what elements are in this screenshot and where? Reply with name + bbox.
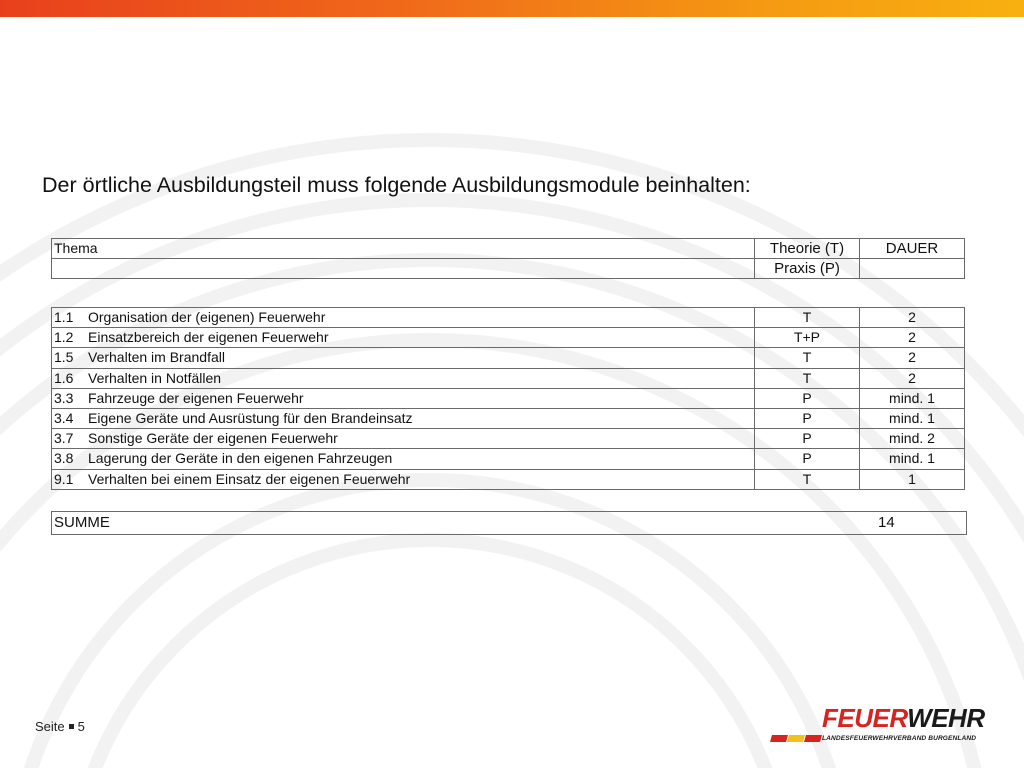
module-duration: 2: [860, 328, 965, 348]
module-code: 1.5: [52, 348, 87, 368]
module-type: P: [755, 449, 860, 469]
module-type: T: [755, 348, 860, 368]
module-code: 3.3: [52, 388, 87, 408]
module-duration: mind. 1: [860, 388, 965, 408]
module-code: 3.7: [52, 429, 87, 449]
logo-subtitle: LANDESFEUERWEHRVERBAND BURGENLAND: [822, 735, 977, 742]
summary-row: [52, 512, 967, 535]
module-duration: 2: [860, 348, 965, 368]
header-thema: Thema: [52, 239, 755, 259]
summary-label: SUMME: [52, 512, 877, 535]
table-row: [52, 348, 965, 368]
module-code: 3.4: [52, 408, 87, 428]
module-code: 9.1: [52, 469, 87, 489]
module-type: T: [755, 368, 860, 388]
logo-wordmark: FEUERWEHR: [822, 703, 985, 733]
logo-stripes-icon: [770, 734, 822, 743]
table-row: [52, 469, 965, 489]
module-code: 1.1: [52, 308, 87, 328]
feuerwehr-logo: [770, 703, 990, 745]
table-row: [52, 449, 965, 469]
module-duration: 2: [860, 368, 965, 388]
module-type: T: [755, 308, 860, 328]
table-header: [51, 238, 965, 279]
summary-value: 14: [876, 512, 967, 535]
summary-table: [51, 511, 967, 535]
header-type-line1: Theorie (T): [755, 239, 860, 259]
table-row: [52, 328, 965, 348]
page-footer: [35, 719, 85, 734]
modules-table: [51, 307, 965, 490]
module-type: T+P: [755, 328, 860, 348]
slide-title: Der örtliche Ausbildungsteil muss folgende Ausbildungsmodule beinhalten:: [42, 173, 751, 197]
module-duration: mind. 1: [860, 449, 965, 469]
table-row: [52, 368, 965, 388]
module-type: P: [755, 388, 860, 408]
module-topic: Verhalten im Brandfall: [86, 348, 755, 368]
table-row: [52, 308, 965, 328]
page-number: 5: [77, 719, 85, 734]
module-duration: mind. 2: [860, 429, 965, 449]
module-topic: Organisation der (eigenen) Feuerwehr: [86, 308, 755, 328]
module-type: P: [755, 408, 860, 428]
module-duration: 1: [860, 469, 965, 489]
header-row: [52, 239, 965, 259]
bullet-square-icon: [69, 724, 74, 729]
header-empty-cell: [52, 259, 755, 279]
table-row: [52, 408, 965, 428]
table-row: [52, 429, 965, 449]
module-topic: Verhalten bei einem Einsatz der eigenen Feuerwehr: [86, 469, 755, 489]
module-topic: Einsatzbereich der eigenen Feuerwehr: [86, 328, 755, 348]
header-row-2: [52, 259, 965, 279]
module-type: T: [755, 469, 860, 489]
header-type-line2: Praxis (P): [755, 259, 860, 279]
module-topic: Sonstige Geräte der eigenen Feuerwehr: [86, 429, 755, 449]
header-empty-duration: [860, 259, 965, 279]
module-topic: Eigene Geräte und Ausrüstung für den Brandeinsatz: [86, 408, 755, 428]
module-topic: Lagerung der Geräte in den eigenen Fahrzeugen: [86, 449, 755, 469]
module-duration: 2: [860, 308, 965, 328]
header-duration: DAUER: [860, 239, 965, 259]
table-row: [52, 388, 965, 408]
module-code: 3.8: [52, 449, 87, 469]
module-code: 1.6: [52, 368, 87, 388]
page-label: Seite: [35, 719, 65, 734]
module-topic: Verhalten in Notfällen: [86, 368, 755, 388]
module-code: 1.2: [52, 328, 87, 348]
module-topic: Fahrzeuge der eigenen Feuerwehr: [86, 388, 755, 408]
module-duration: mind. 1: [860, 408, 965, 428]
module-type: P: [755, 429, 860, 449]
